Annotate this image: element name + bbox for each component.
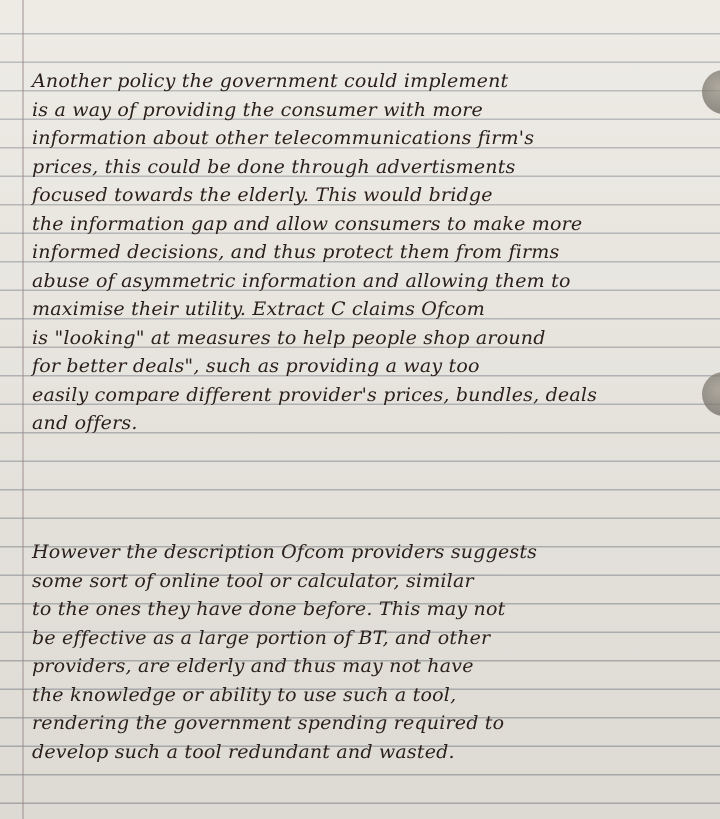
handwritten-line: rendering the government spending required to (32, 712, 505, 734)
handwritten-line: information about other telecommunications firm's (32, 127, 535, 149)
handwritten-line: and offers. (32, 412, 138, 434)
handwritten-line: abuse of asymmetric information and allowing them to (32, 269, 571, 292)
handwritten-line: for better deals", such as providing a way too (32, 355, 480, 377)
handwritten-line: is "looking" at measures to help people shop around (32, 326, 546, 349)
handwritten-line: the knowledge or ability to use such a tool, (32, 683, 457, 706)
handwritten-line: focused towards the elderly. This would bridge (32, 184, 493, 206)
handwritten-line: is a way of providing the consumer with more (32, 98, 483, 121)
handwritten-line: to the ones they have done before. This may not (32, 598, 506, 620)
handwritten-line: easily compare different provider's prices, bundles, deals (32, 383, 598, 406)
handwritten-line: some sort of online tool or calculator, similar (32, 569, 474, 592)
handwritten-line: develop such a tool redundant and wasted. (32, 740, 455, 763)
handwritten-line: maximise their utility. Extract C claims Ofcom (32, 298, 485, 320)
margin-line (22, 0, 24, 819)
handwritten-line: However the description Ofcom providers suggests (32, 541, 538, 563)
paragraph-1 (32, 67, 700, 438)
handwritten-line: the information gap and allow consumers to make more (32, 212, 583, 235)
binder-hole-bottom (702, 372, 720, 416)
handwritten-line: providers, are elderly and thus may not have (32, 655, 474, 677)
handwritten-line: Another policy the government could implement (32, 70, 509, 92)
handwritten-line: informed decisions, and thus protect them from firms (32, 241, 560, 263)
binder-hole-top (702, 70, 720, 114)
handwritten-line: be effective as a large portion of BT, and other (32, 626, 491, 649)
handwritten-line: prices, this could be done through advertisments (32, 155, 516, 178)
paragraph-2 (32, 538, 700, 766)
